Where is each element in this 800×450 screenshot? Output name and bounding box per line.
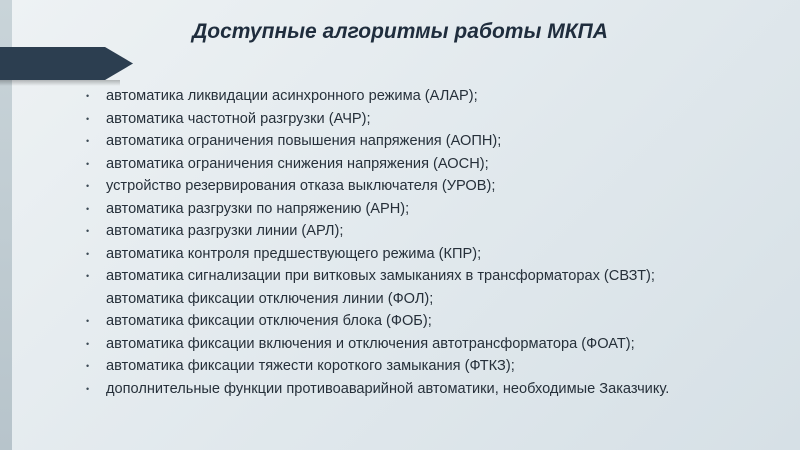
list-item (86, 333, 669, 356)
list-item-text: автоматика фиксации отключения блока (ФОБ); (106, 313, 432, 330)
bullet-icon: • (86, 203, 90, 214)
bullet-icon: • (86, 338, 90, 349)
decorative-arrow-band (0, 47, 133, 80)
list-item (86, 265, 669, 288)
bullet-icon: • (86, 361, 90, 372)
list-item (86, 130, 669, 153)
algorithm-list (86, 85, 669, 400)
list-item (86, 310, 669, 333)
list-item-text: автоматика контроля предшествующего режима (КПР); (106, 245, 482, 262)
bullet-icon: • (86, 226, 90, 237)
list-item (86, 220, 669, 243)
list-item-text: автоматика фиксации включения и отключения автотрансформатора (ФОАТ); (106, 335, 635, 352)
bullet-icon: • (86, 316, 90, 327)
list-item (86, 378, 669, 401)
list-item (86, 175, 669, 198)
list-item-text: дополнительные функции противоаварийной автоматики, необходимые Заказчику. (106, 380, 670, 397)
list-item (86, 108, 669, 131)
list-item-text: автоматика разгрузки линии (АРЛ); (106, 223, 344, 240)
list-item (86, 85, 669, 108)
bullet-icon: • (86, 383, 90, 394)
list-item (86, 288, 669, 311)
list-item-text: автоматика сигнализации при витковых замыканиях в трансформаторах (СВЗТ); (106, 268, 655, 285)
list-item (86, 198, 669, 221)
bullet-icon: • (86, 181, 90, 192)
bullet-icon: • (86, 91, 90, 102)
bullet-icon: • (86, 248, 90, 259)
slide-title: Доступные алгоритмы работы МКПА (192, 20, 608, 43)
bullet-icon: • (86, 136, 90, 147)
list-item-text: автоматика разгрузки по напряжению (АРН); (106, 200, 410, 217)
list-item-text: автоматика ограничения снижения напряжения (АОСН); (106, 155, 489, 172)
list-item (86, 355, 669, 378)
list-item-text: устройство резервирования отказа выключателя (УРОВ); (106, 178, 496, 195)
list-item (86, 243, 669, 266)
list-item-text: автоматика фиксации отключения линии (ФОЛ); (106, 290, 434, 307)
bullet-icon: • (86, 113, 90, 124)
list-item (86, 153, 669, 176)
list-item-text: автоматика ликвидации асинхронного режима (АЛАР); (106, 88, 478, 105)
bullet-icon: • (86, 158, 90, 169)
bullet-icon: • (86, 271, 90, 282)
list-item-text: автоматика частотной разгрузки (АЧР); (106, 110, 371, 127)
list-item-text: автоматика фиксации тяжести короткого замыкания (ФТКЗ); (106, 358, 515, 375)
list-item-text: автоматика ограничения повышения напряжения (АОПН); (106, 133, 502, 150)
